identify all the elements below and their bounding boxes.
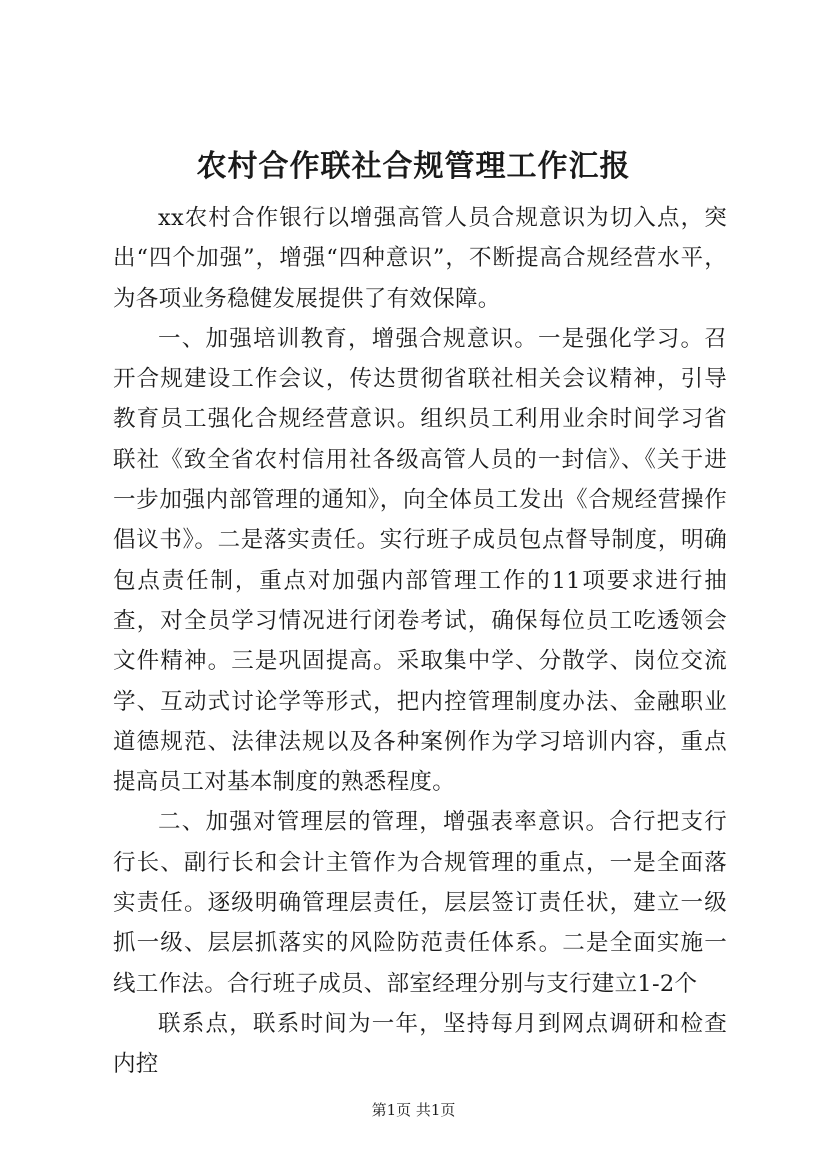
document-title: 农村合作联社合规管理工作汇报: [196, 149, 631, 184]
page-number-footer: 第1页 共1页: [371, 1101, 456, 1119]
document-body: [113, 198, 727, 1085]
paragraph-section-one: 一、加强培训教育，增强合规意识。一是强化学习。召开合规建设工作会议，传达贯彻省联社相关会议精神，引导教育员工强化合规经营意识。组织员工利用业余时间学习省联社《致全省农村信用社各级高管人员的一封信》、《关于进一步加强内部管理的通知》，向全体员工发出《合规经营操作倡议书》。二是落实责任。实行班子成员包点督导制度，明确包点责任制，重点对加强内部管理工作的11项要求进行抽查，对全员学习情况进行闭卷考试，确保每位员工吃透领会文件精神。三是巩固提高。采取集中学、分散学、岗位交流学、互动式讨论学等形式，把内控管理制度办法、金融职业道德规范、法律法规以及各种案例作为学习培训内容，重点提高员工对基本制度的熟悉程度。: [113, 325, 727, 796]
paragraph-intro: xx农村合作银行以增强高管人员合规意识为切入点，突出“四个加强”，增强“四种意识”，不断提高合规经营水平，为各项业务稳健发展提供了有效保障。: [113, 205, 727, 312]
paragraph-continuation: 联系点，联系时间为一年，坚持每月到网点调研和检查内控: [113, 1010, 727, 1078]
paragraph-section-two: 二、加强对管理层的管理，增强表率意识。合行把支行行长、副行长和会计主管作为合规管理的重点，一是全面落实责任。逐级明确管理层责任，层层签订责任状，建立一级抓一级、层层抓落实的风险防范责任体系。二是全面实施一线工作法。合行班子成员、部室经理分别与支行建立1-2个: [113, 809, 727, 997]
